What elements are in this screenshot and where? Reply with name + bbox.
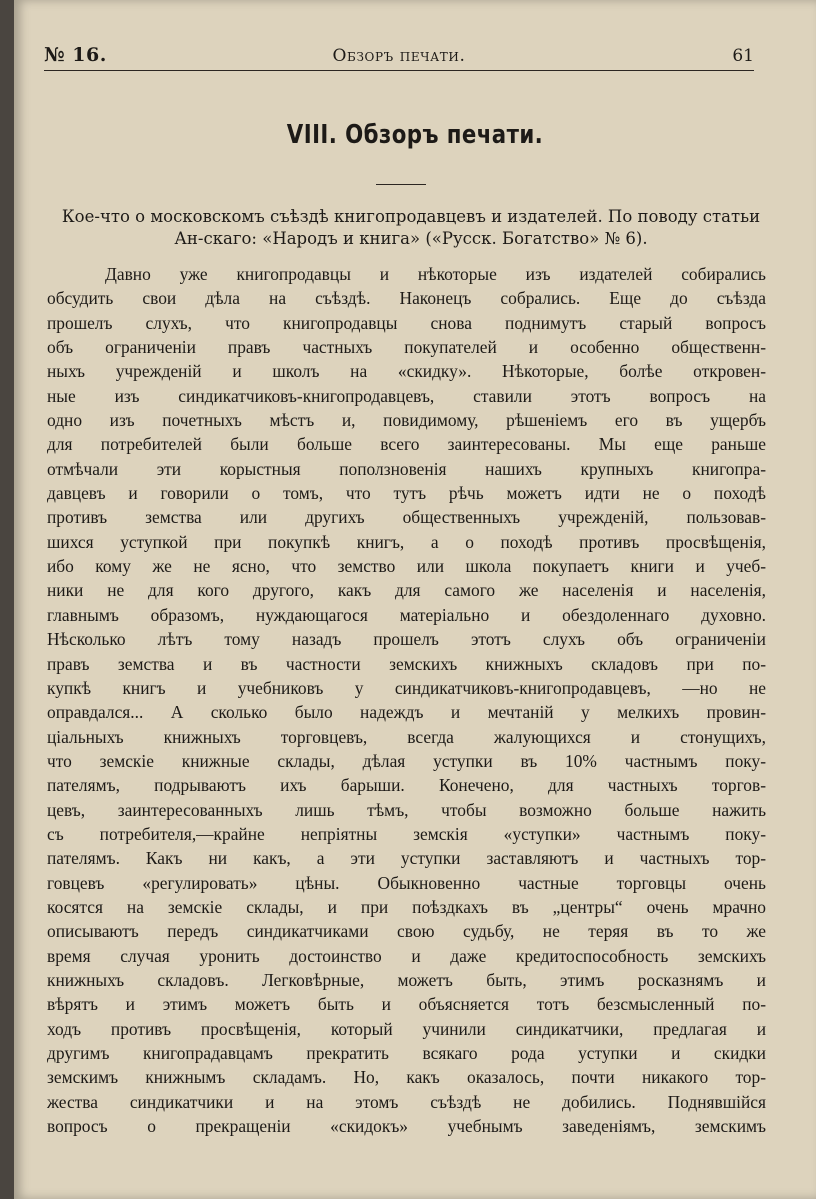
- body-text-line: ные изъ синдикатчиковъ-книгопродавцевъ, ставили этотъ вопросъ на: [47, 385, 766, 406]
- body-text-line: давцевъ и говорили о томъ, что тутъ рѣчь можетъ идти не о походѣ: [47, 483, 766, 504]
- body-text-line: ціальныхъ книжныхъ торговцевъ, всегда жалующихся и стонущихъ,: [47, 726, 766, 747]
- body-text-line: объ ограниченіи правъ частныхъ покупателей и особенно общественн-: [47, 337, 766, 358]
- article-body: [47, 262, 766, 1138]
- body-text-line: правъ земства и въ частности земскихъ книжныхъ складовъ при по-: [47, 653, 766, 674]
- body-text-line: говцевъ «регулировать» цѣны. Обыкновенно частные торговцы очень: [47, 872, 766, 893]
- body-text-line: шихся уступкой при покупкѣ книгъ, а о походѣ противъ просвѣщенія,: [47, 531, 766, 552]
- body-text-line: главнымъ образомъ, нуждающагося матеріально и обездоленнаго духовно.: [47, 604, 766, 625]
- body-text-line: одно изъ почетныхъ мѣстъ и, повидимому, рѣшеніемъ его въ ущербъ: [47, 410, 766, 431]
- body-text-line: съ потребителя,—крайне непріятны земскія «уступки» частнымъ поку-: [47, 823, 766, 844]
- issue-number: № 16.: [44, 44, 107, 66]
- body-text-line: обсудить свои дѣла на съѣздѣ. Наконецъ собрались. Еще до съѣзда: [47, 288, 766, 309]
- body-text-line: Нѣсколько лѣтъ тому назадъ прошелъ этотъ слухъ объ ограниченіи: [47, 629, 766, 650]
- subtitle-line: Ан-скаго: «Народъ и книга» («Русск. Богатство» № 6).: [174, 229, 648, 248]
- body-text-line: оправдался... А сколько было надеждъ и мечтаній у мелкихъ провин-: [47, 702, 766, 723]
- body-text-line: вопросъ о прекращеніи «скидокъ» учебнымъ заведеніямъ, земскимъ: [47, 1116, 766, 1137]
- body-text-line: цевъ, заинтересованныхъ лишь тѣмъ, чтобы возможно больше нажить: [47, 799, 766, 820]
- body-text-line: что земскіе книжные склады, дѣлая уступки въ 10% частнымъ поку-: [47, 750, 766, 771]
- body-text-line: пателямъ. Какъ ни какъ, а эти уступки заставляютъ и частныхъ тор-: [47, 848, 766, 869]
- body-text-line: Давно уже книгопродавцы и нѣкоторые изъ издателей собирались: [105, 264, 766, 284]
- section-title: VIII. Обзоръ печати.: [286, 120, 544, 150]
- body-text-line: купкѣ книгъ и учебниковъ у синдикатчиковъ-книгопродавцевъ, —но не: [47, 677, 766, 698]
- body-text-line: косятся на земскіе склады, и при поѣздкахъ въ „центры“ очень мрачно: [47, 896, 766, 917]
- body-text-line: противъ земства или другихъ общественныхъ учрежденій, пользовав-: [47, 507, 766, 528]
- body-text-line: время случая уронить достоинство и даже кредитоспособность земскихъ: [47, 945, 766, 966]
- body-text-line: отмѣчали эти корыстныя поползновенія нашихъ крупныхъ книгопра-: [47, 458, 766, 479]
- section-name: Обзоръ печати.: [332, 46, 466, 66]
- article-subtitle: [54, 206, 768, 250]
- body-text-line: пателямъ, подрываютъ ихъ барыши. Конечено, для частныхъ торгов-: [47, 775, 766, 796]
- body-text-line: земскимъ книжнымъ складамъ. Но, какъ оказалось, почти никакого тор-: [47, 1067, 766, 1088]
- subtitle-line: Кое-что о московскомъ съѣздѣ книгопродавцевъ и издателей. По поводу статьи: [61, 207, 761, 226]
- page-number: 61: [732, 46, 754, 66]
- body-text-line: книжныхъ складовъ. Легковѣрные, можетъ быть, этимъ росказнямъ и: [47, 969, 766, 990]
- journal-page: [14, 0, 816, 1199]
- body-text-line: для потребителей были больше всего заинтересованы. Мы еще раньше: [47, 434, 766, 455]
- body-text-line: жества синдикатчики и на этомъ съѣздѣ не добились. Поднявшійся: [47, 1091, 766, 1112]
- header-rule: [44, 70, 754, 71]
- body-text-line: ходъ противъ просвѣщенія, который учинили синдикатчики, предлагая и: [47, 1018, 766, 1039]
- running-header: [44, 44, 754, 70]
- body-text-line: описываютъ передъ синдикатчиками свою судьбу, не теряя въ то же: [47, 921, 766, 942]
- body-text-line: ибо кому же не ясно, что земство или школа покупаетъ книги и учеб-: [47, 556, 766, 577]
- body-text-line: прошелъ слухъ, что книгопродавцы снова поднимутъ старый вопросъ: [47, 312, 766, 333]
- body-text-line: ники не для кого другого, какъ для самого же населенія и населенія,: [47, 580, 766, 601]
- title-separator: [376, 184, 426, 185]
- body-text-line: вѣрятъ и этимъ можетъ быть и объясняется тотъ безсмысленный по-: [47, 994, 766, 1015]
- body-text-line: другимъ книгопрадавцамъ прекратить всякаго рода уступки и скидки: [47, 1043, 766, 1063]
- body-text-line: ныхъ учрежденій и школъ на «скидку». Нѣкоторые, болѣе откровен-: [47, 361, 766, 382]
